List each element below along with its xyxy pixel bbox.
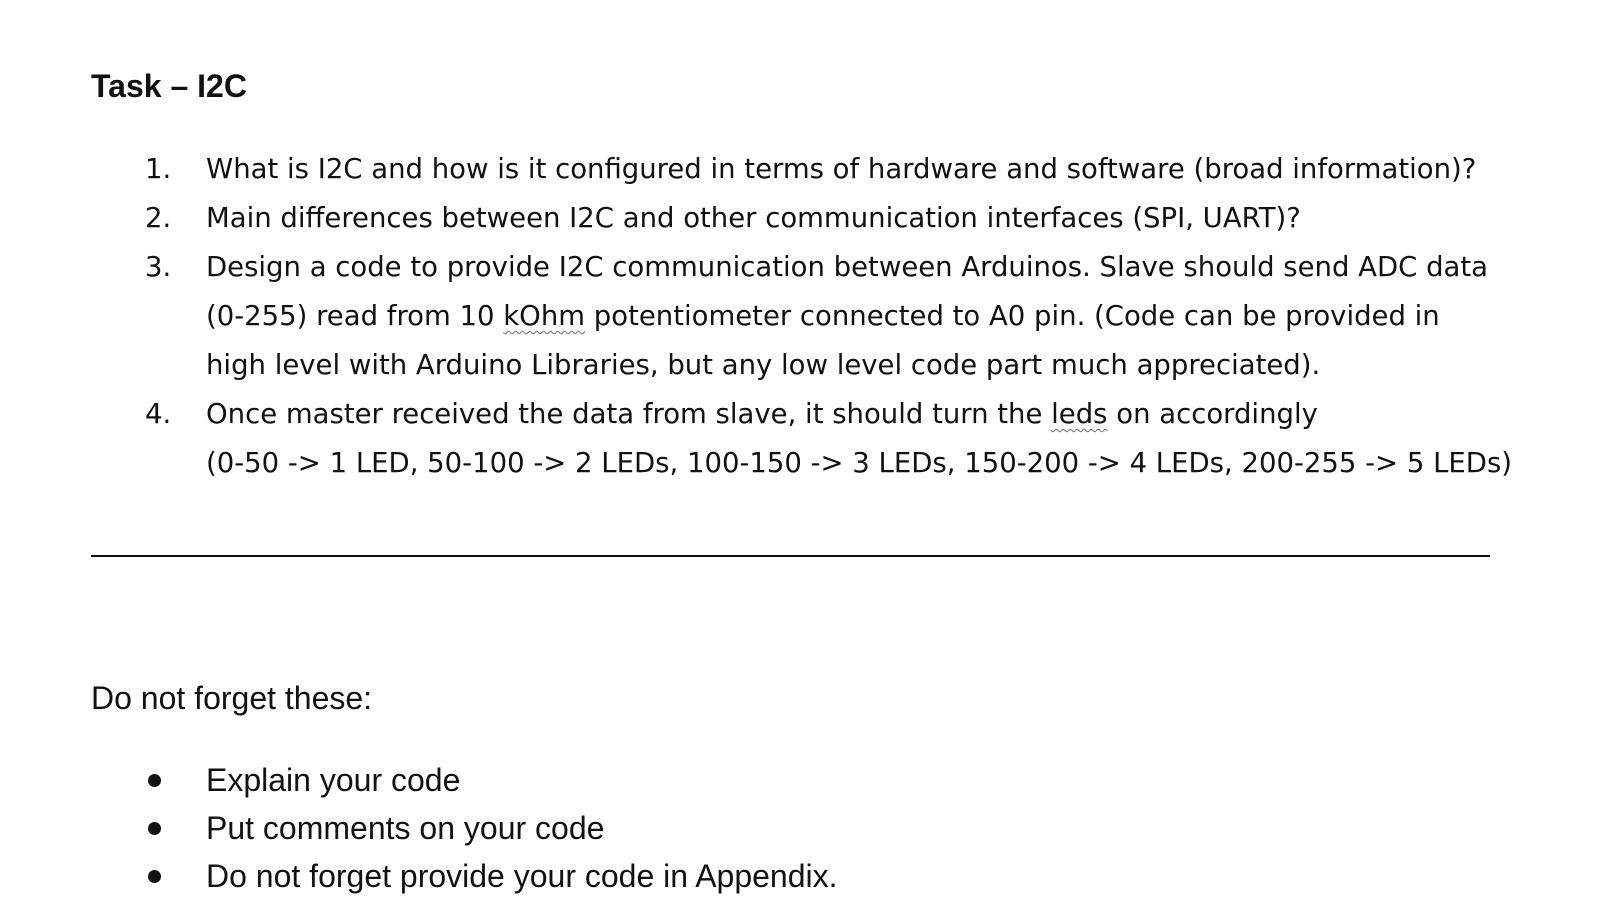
task-item-1 [145,145,1595,194]
task-text: Main differences between I2C and other communication interfaces (SPI, UART)? [206,202,1301,234]
task-text-fragment: Once master received the data from slave, it should turn the [206,398,1052,430]
task-text-line [206,292,1595,341]
bullet-icon [148,870,161,883]
reminder-text: Do not forget provide your code in Appendix. [206,858,838,894]
reminder-list [145,756,838,900]
spellcheck-flagged-word: kOhm [503,300,586,332]
task-text-fragment: on accordingly [1107,398,1318,430]
reminder-heading: Do not forget these: [91,680,373,716]
task-text-fragment: potentiometer connected to A0 pin. (Code can be provided in [585,300,1440,332]
reminder-item [145,756,838,804]
task-item-3 [145,243,1595,390]
reminder-item [145,804,838,852]
document-title: Task – I2C [91,68,247,104]
reminder-item [145,852,838,900]
task-number: 1. [145,153,172,185]
task-item-2 [145,194,1595,243]
bullet-icon [148,774,161,787]
task-text: What is I2C and how is it configured in terms of hardware and software (broad information)? [206,153,1477,185]
horizontal-rule [91,555,1490,557]
task-item-4 [145,390,1595,488]
spellcheck-flagged-word: leds [1051,398,1108,430]
task-number: 2. [145,202,172,234]
task-text-fragment: (0-255) read from 10 [206,300,504,332]
task-text-line: Design a code to provide I2C communication between Arduinos. Slave should send ADC data [206,251,1489,283]
task-text-line [206,390,1595,439]
bullet-icon [148,822,161,835]
task-number: 3. [145,251,172,283]
reminder-text: Explain your code [206,762,461,798]
task-text-line: high level with Arduino Libraries, but any low level code part much appreciated). [206,349,1321,381]
reminder-text: Put comments on your code [206,810,605,846]
task-number: 4. [145,398,172,430]
task-text-line: (0-50 -> 1 LED, 50-100 -> 2 LEDs, 100-150 -> 3 LEDs, 150-200 -> 4 LEDs, 200-255 -> 5 LEDs) [206,447,1513,479]
task-list [145,145,1595,488]
